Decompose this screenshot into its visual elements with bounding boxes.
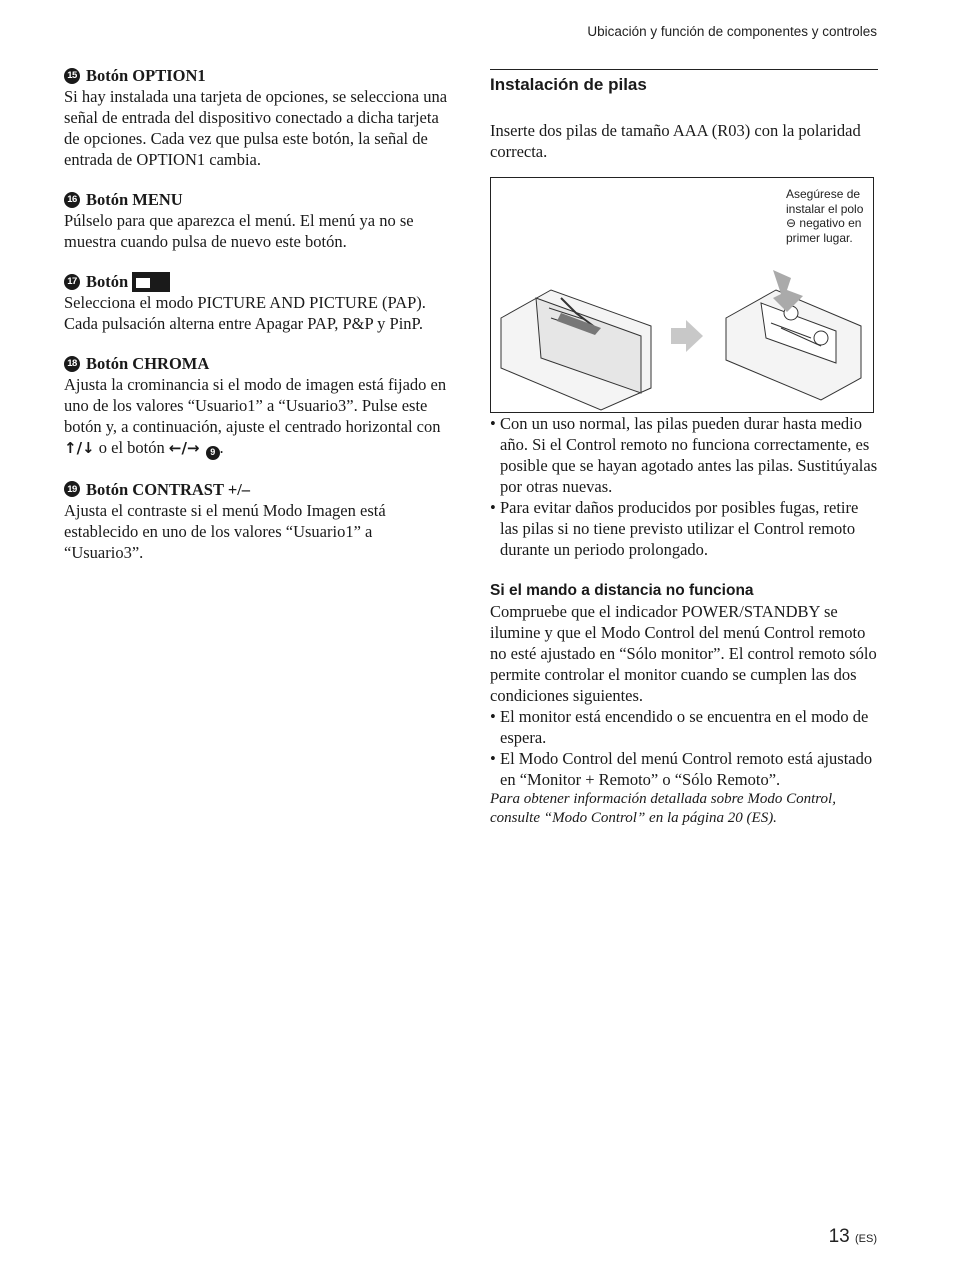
section-body: Ajusta la crominancia si el modo de imagen está fijado en uno de los valores “Usuario1” a “Usuario3”. Pulse este botón y, a continuación, ajuste el centrado horizontal con ↑/↓ o el botón ←/→ 9 . (64, 374, 454, 460)
figure-note: Asegúrese de instalar el polo ⊖ negativo en primer lugar. (786, 187, 864, 245)
up-down-arrow-icon: ↑/↓ (64, 439, 95, 457)
section-title: Botón OPTION1 (86, 66, 206, 85)
intro-text: Inserte dos pilas de tamaño AAA (R03) con la polaridad correcta. (490, 121, 861, 161)
number-badge: 17 (64, 274, 80, 290)
section-body: Selecciona el modo PICTURE AND PICTURE (PAP). Cada pulsación alterna entre Apagar PAP, P&P y PinP. (64, 293, 426, 333)
list-item: • Con un uso normal, las pilas pueden durar hasta medio año. Si el Control remoto no funciona correctamente, es posible que se hayan agotado antes las pilas. Sustitúyalas por otras nuevas. (490, 413, 878, 497)
section-chroma (64, 353, 454, 460)
section-heading: Instalación de pilas (490, 75, 647, 94)
heading-rule (490, 69, 878, 70)
list-item: • Para evitar daños producidos por posibles fugas, retire las pilas si no tiene previsto utilizar el Control remoto durante un periodo prolongado. (490, 497, 878, 560)
section-title: Botón MENU (86, 190, 183, 209)
section-body: Si hay instalada una tarjeta de opciones, se selecciona una señal de entrada del dispositivo conectado a dicha tarjeta de opciones. Cada vez que pulsa este botón, la señal de entrada de OPTION1 cambia. (64, 87, 448, 169)
section-title: Botón CONTRAST +/– (86, 479, 251, 499)
section-body: Púlselo para que aparezca el menú. El menú ya no se muestra cuando pulsa de nuevo este botón. (64, 211, 414, 251)
section-title: Botón (86, 272, 129, 291)
condition-bullets (490, 706, 878, 790)
list-item: • El Modo Control del menú Control remoto está ajustado en “Monitor + Remoto” o “Sólo Remoto”. (490, 748, 878, 790)
running-header: Ubicación y función de componentes y controles (587, 24, 877, 39)
battery-bullets (490, 413, 878, 560)
pap-icon (132, 272, 170, 292)
list-item: • El monitor está encendido o se encuentra en el modo de espera. (490, 706, 878, 748)
section-menu (64, 189, 454, 252)
subsection-heading: Si el mando a distancia no funciona (490, 582, 754, 599)
number-badge: 16 (64, 192, 80, 208)
section-contrast (64, 479, 454, 563)
section-title: Botón CHROMA (86, 354, 210, 373)
reference-badge: 9 (206, 446, 220, 460)
section-option1 (64, 65, 454, 170)
section-pap (64, 271, 454, 334)
number-badge: 18 (64, 356, 80, 372)
battery-figure (490, 177, 874, 413)
number-badge: 19 (64, 481, 80, 497)
number-badge: 15 (64, 68, 80, 84)
left-column (64, 65, 454, 582)
page-number: 13 (ES) (828, 1226, 877, 1247)
reference-note: Para obtener información detallada sobre Modo Control, consulte “Modo Control” en la página 20 (ES). (490, 791, 836, 826)
right-column (490, 69, 878, 828)
left-right-arrow-icon: ←/→ (168, 439, 200, 457)
subsection-body: Compruebe que el indicador POWER/STANDBY se ilumine y que el Modo Control del menú Control remoto no esté ajustado en “Sólo monitor”. El control remoto sólo permite controlar el monitor cuando se cumplen las dos condiciones siguientes. (490, 602, 877, 705)
section-body: Ajusta el contraste si el menú Modo Imagen está establecido en uno de los valores “Usuario1” a “Usuario3”. (64, 500, 386, 562)
